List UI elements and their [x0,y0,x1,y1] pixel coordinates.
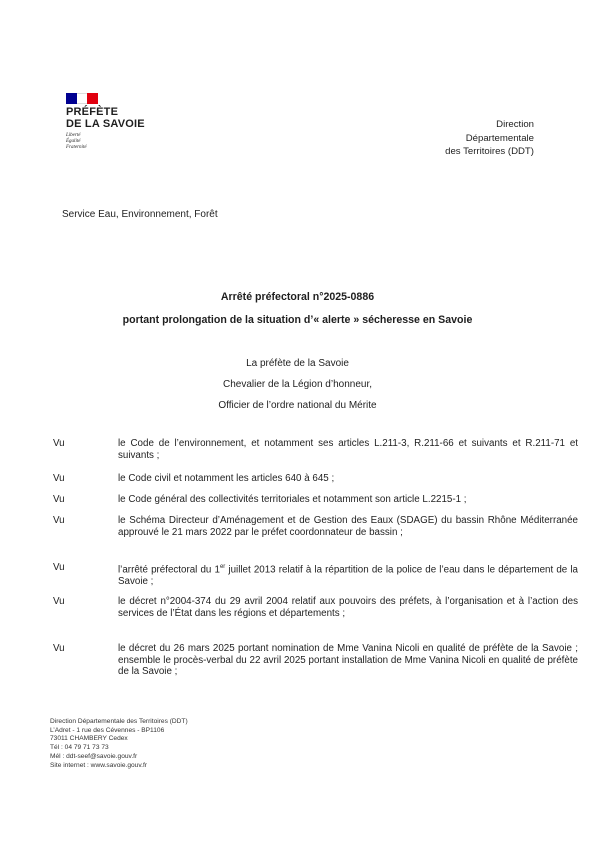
motto-liberte: Liberté [66,133,81,138]
vu-text: le décret du 26 mars 2025 portant nomination de Mme Vanina Nicoli en qualité de préfète de la Savoie ; ensemble le procès-verbal du 22 avril 2025 portant installation de Mme Vanina Nicoli en qualité de préfète de la Savoie ; [118,643,578,677]
vu-label: Vu [53,643,65,654]
vu-text-arrete-2013: l’arrêté préfectoral du 1er juillet 2013 relatif à la répartition de la police de l’eau dans le département de la Savoie ; [118,564,578,587]
direction-header [445,118,534,159]
motto-egalite: Égalité [66,139,81,144]
authority-line-2: Chevalier de la Légion d’honneur, [223,379,372,390]
flag-white [77,93,88,104]
footer-line: 73011 CHAMBERY Cedex [50,735,128,743]
arrete-title: Arrêté préfectoral n°2025-0886 [220,291,375,303]
vu-text: le Code civil et notamment les articles 640 à 645 ; [118,473,335,484]
vu-label: Vu [53,596,65,607]
logo-title-line2: DE LA SAVOIE [66,118,145,130]
direction-line2: Départementale [465,132,534,144]
footer-line: Tél : 04 79 71 73 73 [50,744,109,752]
footer-address [50,718,188,770]
vu-label: Vu [53,473,65,484]
footer-email: Mél : ddt-seef@savoie.gouv.fr [50,752,138,760]
flag-blue [66,93,77,104]
arrete-subtitle: portant prolongation de la situation d’« alerte » sécheresse en Savoie [122,314,473,326]
footer-line: L’Adret - 1 rue des Cévennes - BP1106 [50,726,165,734]
flag-red [87,93,98,104]
authority-line-3: Officier de l’ordre national du Mérite [218,400,377,411]
vu-label: Vu [53,438,65,449]
service-name: Service Eau, Environnement, Forêt [62,209,218,220]
republic-motto [66,133,87,151]
motto-fraternite: Fraternité [66,145,87,150]
vu-label: Vu [53,562,65,573]
vu-text: le Code de l’environnement, et notamment ses articles L.211-3, R.211-66 et suivants et R.211-71 et suivants ; [118,438,578,461]
footer-website: Site internet : www.savoie.gouv.fr [50,761,147,769]
vu-text: le Code général des collectivités territoriales et notamment son article L.2215-1 ; [118,494,467,505]
footer-line: Direction Départementale des Territoires (DDT) [50,718,188,725]
prefecture-logo-title [66,106,145,130]
logo-title-line1: PRÉFÈTE [66,106,119,118]
marianne-flag-logo [66,93,98,104]
authority-line-1: La préfète de la Savoie [246,358,349,369]
direction-line1: Direction [496,119,534,130]
vu-text: le décret n°2004-374 du 29 avril 2004 relatif aux pouvoirs des préfets, à l’organisation et à l’action des services de l’État dans les régions et départements ; [118,596,578,619]
vu-text: le Schéma Directeur d’Aménagement et de Gestion des Eaux (SDAGE) du bassin Rhône Méditerranée approuvé le 21 mars 2022 par le préfet coordonnateur de bassin ; [118,515,578,538]
vu-label: Vu [53,515,65,526]
vu-label: Vu [53,494,65,505]
direction-line3: des Territoires (DDT) [445,146,534,157]
